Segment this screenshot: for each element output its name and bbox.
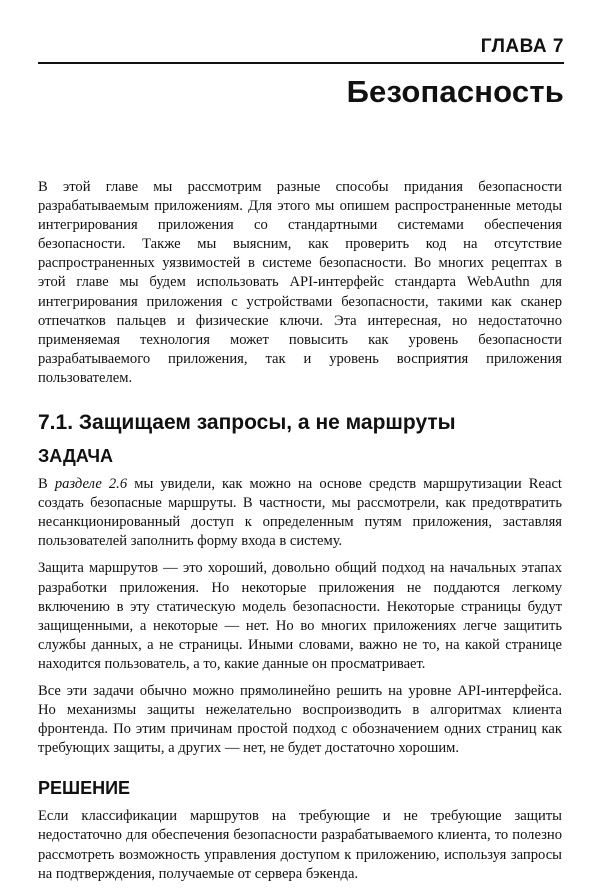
section-title: 7.1. Защищаем запросы, а не маршруты [38,411,456,435]
page-content [38,178,562,892]
spacer [38,436,562,444]
spacer [38,388,562,410]
task-paragraph-1 [38,475,562,551]
spacer [38,468,562,475]
task-paragraph-3: Все эти задачи обычно можно прямолинейно решить на уровне API-интерфейса. Но механизмы защиты нежелательно воспроизводить в алгоритмах клиента фронтенда. По этим причинам простой подход с обозначением одних страниц как требующих защиты, а других — нет, не будет достаточно хорошим. [38,682,562,757]
chapter-label: ГЛАВА 7 [480,36,564,57]
chapter-header [38,36,564,110]
spacer [38,766,562,776]
spacer [38,800,562,807]
task-heading: ЗАДАЧА [38,446,114,467]
chapter-title: Безопасность [346,74,564,109]
intro-paragraph: В этой главе мы рассмотрим разные способы придания безопасности разрабатываемым приложениям. Для этого мы опишем распространенные методы интегрирования приложения со стандартными системами обеспечения безопасности. Также мы выясним, как проверить код на отсутствие распространенных уязвимостей в системе безопасности. Во многих рецептах в этой главе мы будем использовать API-интерфейс стандарта WebAuthn для интегрирования приложения с устройствами безопасности, такими как сканер отпечатков пальцев и физические ключи. Эта интересная, но недостаточно применяемая технология может повысить как уровень безопасности разрабатываемого приложения, так и уровень восприятия приложения пользователем. [38,179,562,386]
section-reference-link: разделе 2.6 [54,476,128,493]
chapter-rule [38,62,564,64]
solution-heading: РЕШЕНИЕ [38,778,131,799]
task-paragraph-2: Защита маршрутов — это хороший, довольно общий подход на начальных этапах разработки приложения. Но некоторые приложения не поддаются легкому включению в эту статическую модель безопасности. Некоторые страницы будут защищенными, а некоторые — нет. Но во многих приложениях легче защитить службы данных, а не страницы. Иными словами, важно не то, на какой странице находится пользователь, а то, какие данные он просматривает. [38,560,562,672]
solution-paragraph-1: Если классификации маршрутов на требующие и не требующие защиты недостаточно для обеспечения безопасности разрабатываемого клиента, то полезно рассмотреть возможность управления доступом к приложению, используя запросы на подтверждения, получаемые от сервера бэкенда. [38,808,562,882]
task-p1-pre: В [38,476,55,493]
task-p1-post: мы увидели, как можно на основе средств маршрутизации React создать безопасные маршруты. В частности, мы рассмотрели, как предотвратить несанкционированный доступ к определенным путям приложения, заставляя пользователей заполнить форму входа в систему. [38,476,562,550]
